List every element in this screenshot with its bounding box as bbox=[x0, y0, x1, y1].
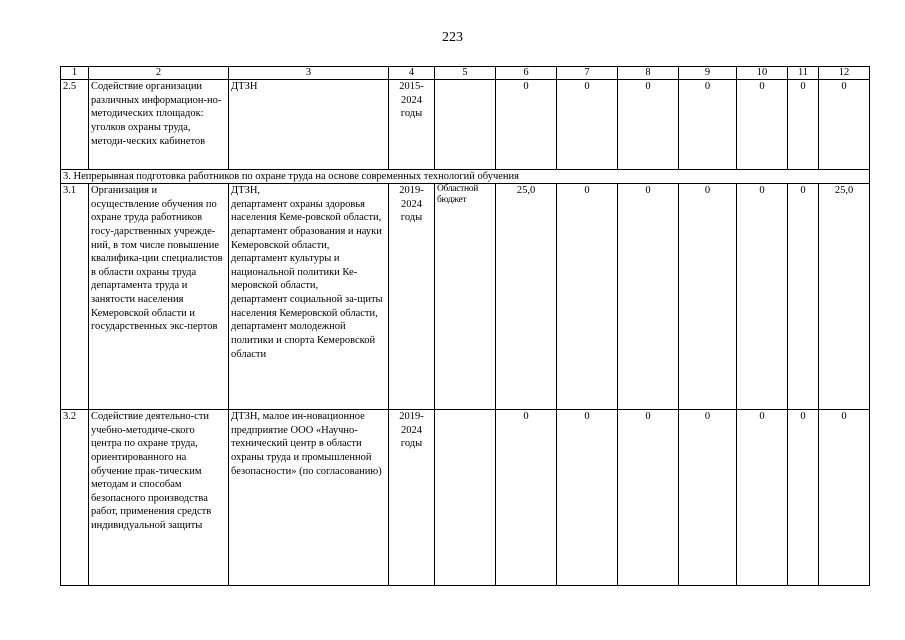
column-number: 6 bbox=[496, 67, 557, 80]
value-cell: 0 bbox=[557, 410, 618, 586]
measure-cell: Содействие деятельно-сти учебно-методиче-ского центра по охране труда, ориентированного на обучение прак-тическим методам и способам безопасного производства работ, применения средств индивидуальной защиты bbox=[89, 410, 229, 586]
value-cell: 0 bbox=[679, 184, 737, 410]
column-number: 8 bbox=[618, 67, 679, 80]
page-number: 223 bbox=[442, 30, 463, 45]
table-row bbox=[61, 184, 870, 410]
value-cell: 0 bbox=[788, 80, 819, 170]
column-number: 1 bbox=[61, 67, 89, 80]
value-cell: 0 bbox=[819, 80, 870, 170]
column-number: 3 bbox=[229, 67, 389, 80]
value-cell: 0 bbox=[618, 184, 679, 410]
column-number: 10 bbox=[737, 67, 788, 80]
row-number: 3.2 bbox=[61, 410, 89, 586]
table-row bbox=[61, 410, 870, 586]
source-cell: Областной бюджет bbox=[435, 184, 496, 410]
value-cell: 0 bbox=[557, 184, 618, 410]
column-number: 12 bbox=[819, 67, 870, 80]
value-cell: 0 bbox=[737, 410, 788, 586]
source-cell bbox=[435, 80, 496, 170]
table-row bbox=[61, 80, 870, 170]
measure-cell: Организация и осуществление обучения по охране труда работников госу-дарственных учрежде-ний, в том числе повышение квалифика-ции специалистов в области охраны труда департамента труда и занятости населения Кемеровской области и государственных экс-пертов bbox=[89, 184, 229, 410]
value-cell: 0 bbox=[737, 80, 788, 170]
executor-cell: ДТЗН, малое ин-новационное предприятие ООО «Научно-технический центр в области охраны труда и промышленной безопасности» (по согласованию) bbox=[229, 410, 389, 586]
value-cell: 0 bbox=[819, 410, 870, 586]
value-cell: 0 bbox=[679, 410, 737, 586]
value-cell: 25,0 bbox=[819, 184, 870, 410]
column-number: 7 bbox=[557, 67, 618, 80]
measure-cell: Содействие организации различных информацион-но-методических площадок: уголков охраны труда, методи-ческих кабинетов bbox=[89, 80, 229, 170]
value-cell: 0 bbox=[618, 410, 679, 586]
value-cell: 0 bbox=[788, 410, 819, 586]
value-cell: 0 bbox=[737, 184, 788, 410]
value-cell: 0 bbox=[679, 80, 737, 170]
value-cell: 25,0 bbox=[496, 184, 557, 410]
column-number: 4 bbox=[389, 67, 435, 80]
value-cell: 0 bbox=[618, 80, 679, 170]
column-number-row bbox=[61, 67, 870, 80]
executor-cell: ДТЗН, департамент охраны здоровья населения Кеме-ровской области, департамент образования и науки Кемеровской области, департамент культуры и национальной политики Ке-меровской области, департамент социальной за-щиты населения Кемеровской области, департамент молодежной политики и спорта Кемеровской области bbox=[229, 184, 389, 410]
program-table bbox=[60, 66, 870, 586]
section-row bbox=[61, 170, 870, 184]
value-cell: 0 bbox=[788, 184, 819, 410]
column-number: 5 bbox=[435, 67, 496, 80]
column-number: 11 bbox=[788, 67, 819, 80]
row-number: 2.5 bbox=[61, 80, 89, 170]
period-cell: 2019- 2024 годы bbox=[389, 184, 435, 410]
period-cell: 2019- 2024 годы bbox=[389, 410, 435, 586]
section-heading: 3. Непрерывная подготовка работников по охране труда на основе современных технологий обучения bbox=[61, 170, 870, 184]
column-number: 9 bbox=[679, 67, 737, 80]
source-cell bbox=[435, 410, 496, 586]
value-cell: 0 bbox=[557, 80, 618, 170]
row-number: 3.1 bbox=[61, 184, 89, 410]
value-cell: 0 bbox=[496, 410, 557, 586]
period-cell: 2015- 2024 годы bbox=[389, 80, 435, 170]
column-number: 2 bbox=[89, 67, 229, 80]
value-cell: 0 bbox=[496, 80, 557, 170]
executor-cell: ДТЗН bbox=[229, 80, 389, 170]
